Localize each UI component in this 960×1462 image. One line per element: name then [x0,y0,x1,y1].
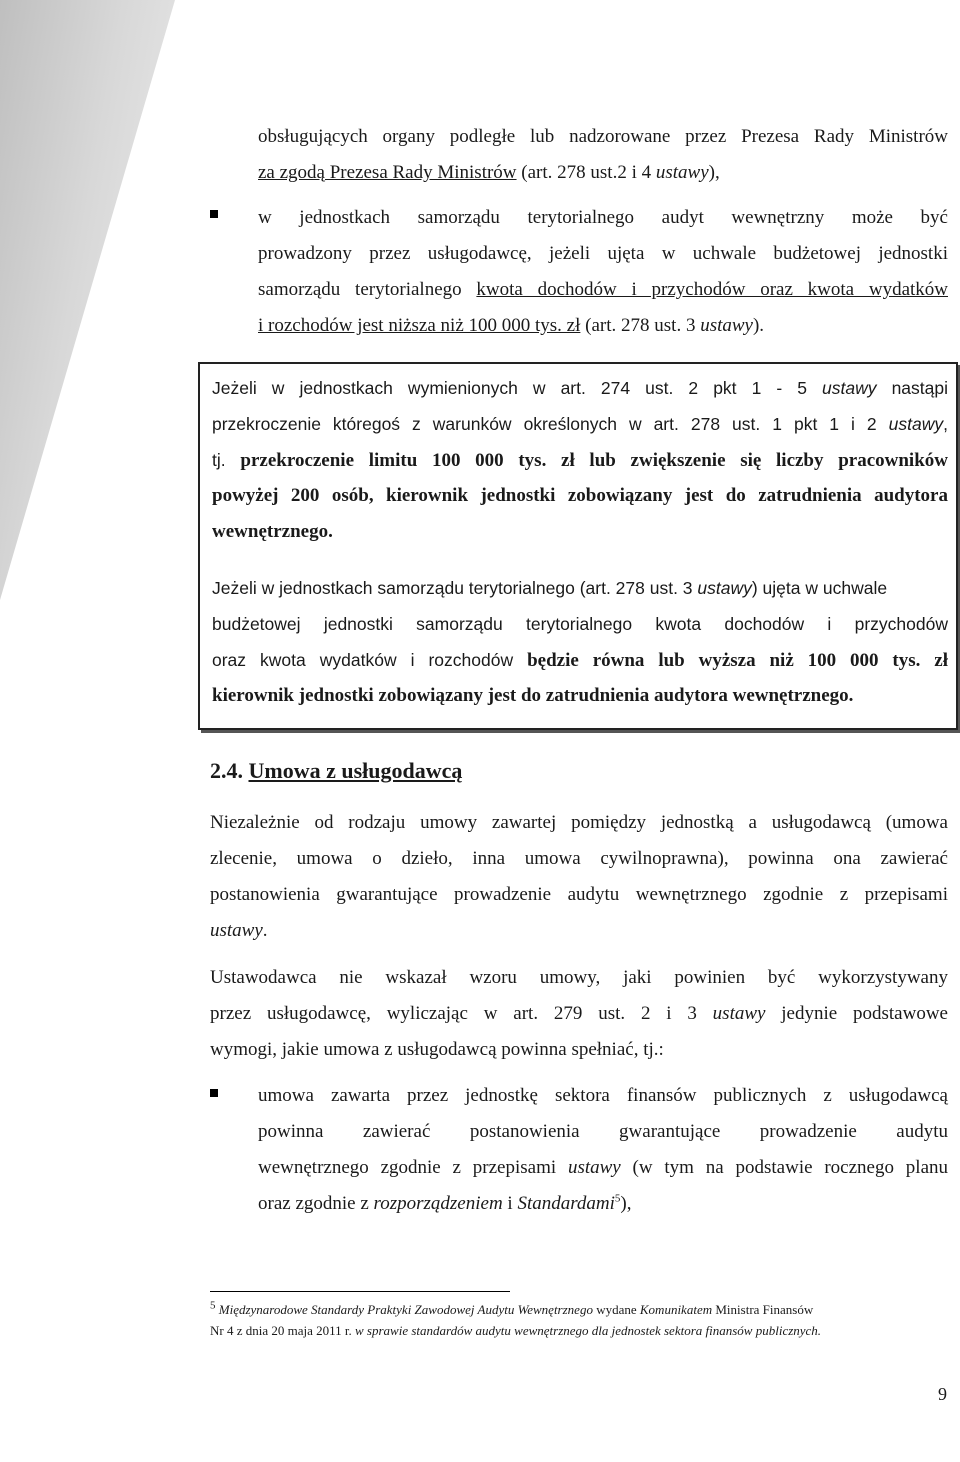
bullet-marker [210,210,218,218]
box-p1-line-1: Jeżeli w jednostkach wymienionych w art. 274 ust. 2 pkt 1 - 5 ustawy nastąpi [212,378,948,398]
box-p1-line-5: wewnętrznego. [212,521,333,542]
para2-line-2: przez usługodawcę, wyliczając w art. 279 ust. 2 i 3 ustawy jedynie podstawowe [210,1003,948,1024]
bullet2-line-4: oraz zgodnie z rozporządzeniem i Standardami$^5$), [258,1192,632,1214]
continuation-line-2: za zgodą Prezesa Rady Ministrów (art. 278 ust.2 i 4 ustawy), [258,162,720,183]
bullet1-line-2: prowadzony przez usługodawcę, jeżeli ujęta w uchwale budżetowej jednostki [258,243,948,264]
bullet1-line-1: w jednostkach samorządu terytorialnego audyt wewnętrzny może być [258,207,948,228]
box-p1-line-2: przekroczenie któregoś z warunków określonych w art. 278 ust. 1 pkt 1 i 2 ustawy, [212,414,948,434]
para2-line-3: wymogi, jakie umowa z usługodawcą powinna spełniać, tj.: [210,1039,664,1060]
para1-line-2: zlecenie, umowa o dzieło, inna umowa cywilnoprawna), powinna ona zawierać [210,848,948,869]
bullet2-line-3: wewnętrznego zgodnie z przepisami ustawy (w tym na podstawie rocznego planu [258,1157,948,1178]
footnote-separator [210,1291,510,1292]
footnote-line-1: $^5$ Międzynarodowe Standardy Praktyki Zawodowej Audytu Wewnętrznego wydane Komunikatem Ministra Finansów [210,1299,814,1317]
continuation-line-1: obsługujących organy podległe lub nadzorowane przez Prezesa Rady Ministrów [258,126,948,147]
page-number: 9 [938,1384,947,1404]
section-number: 2.4. [210,758,243,783]
page-edge-shading [0,0,240,1462]
bullet-marker [210,1089,218,1097]
para1-line-3: postanowienia gwarantujące prowadzenie audytu wewnętrznego zgodnie z przepisami [210,884,948,905]
para2-line-1: Ustawodawca nie wskazał wzoru umowy, jaki powinien być wykorzystywany [210,967,948,988]
box-p1-line-3: tj. przekroczenie limitu 100 000 tys. zł lub zwiększenie się liczby pracowników [212,450,948,471]
bullet2-line-1: umowa zawarta przez jednostkę sektora finansów publicznych z usługodawcą [258,1085,948,1106]
section-title: Umowa z usługodawcą [248,758,463,783]
box-p2-line-1: Jeżeli w jednostkach samorządu terytorialnego (art. 278 ust. 3 ustawy) ujęta w uchwale [212,578,888,598]
footnote-reference[interactable]: 5 [614,1192,621,1205]
box-p1-line-4: powyżej 200 osób, kierownik jednostki zobowiązany jest do zatrudnienia audytora [212,485,948,506]
footnote-marker: 5 [210,1299,216,1312]
box-p2-line-4: kierownik jednostki zobowiązany jest do zatrudnienia audytora wewnętrznego. [212,685,854,706]
bullet2-line-2: powinna zawierać postanowienia gwarantujące prowadzenie audytu [258,1121,948,1142]
para1-line-4: ustawy. [210,920,268,941]
box-p2-line-2: budżetowej jednostki samorządu terytorialnego kwota dochodów i przychodów [212,614,948,634]
bullet1-line-3: samorządu terytorialnego kwota dochodów i przychodów oraz kwota wydatków [258,279,948,300]
footnote-line-2: Nr 4 z dnia 20 maja 2011 r. w sprawie standardów audytu wewnętrznego dla jednostek sektora finansów publicznych. [210,1323,822,1338]
bullet1-line-4: i rozchodów jest niższa niż 100 000 tys. zł (art. 278 ust. 3 ustawy). [258,315,765,336]
para1-line-1: Niezależnie od rodzaju umowy zawartej pomiędzy jednostką a usługodawcą (umowa [210,812,948,833]
section-heading [210,758,462,784]
box-p2-line-3: oraz kwota wydatków i rozchodów będzie równa lub wyższa niż 100 000 tys. zł [212,650,948,671]
